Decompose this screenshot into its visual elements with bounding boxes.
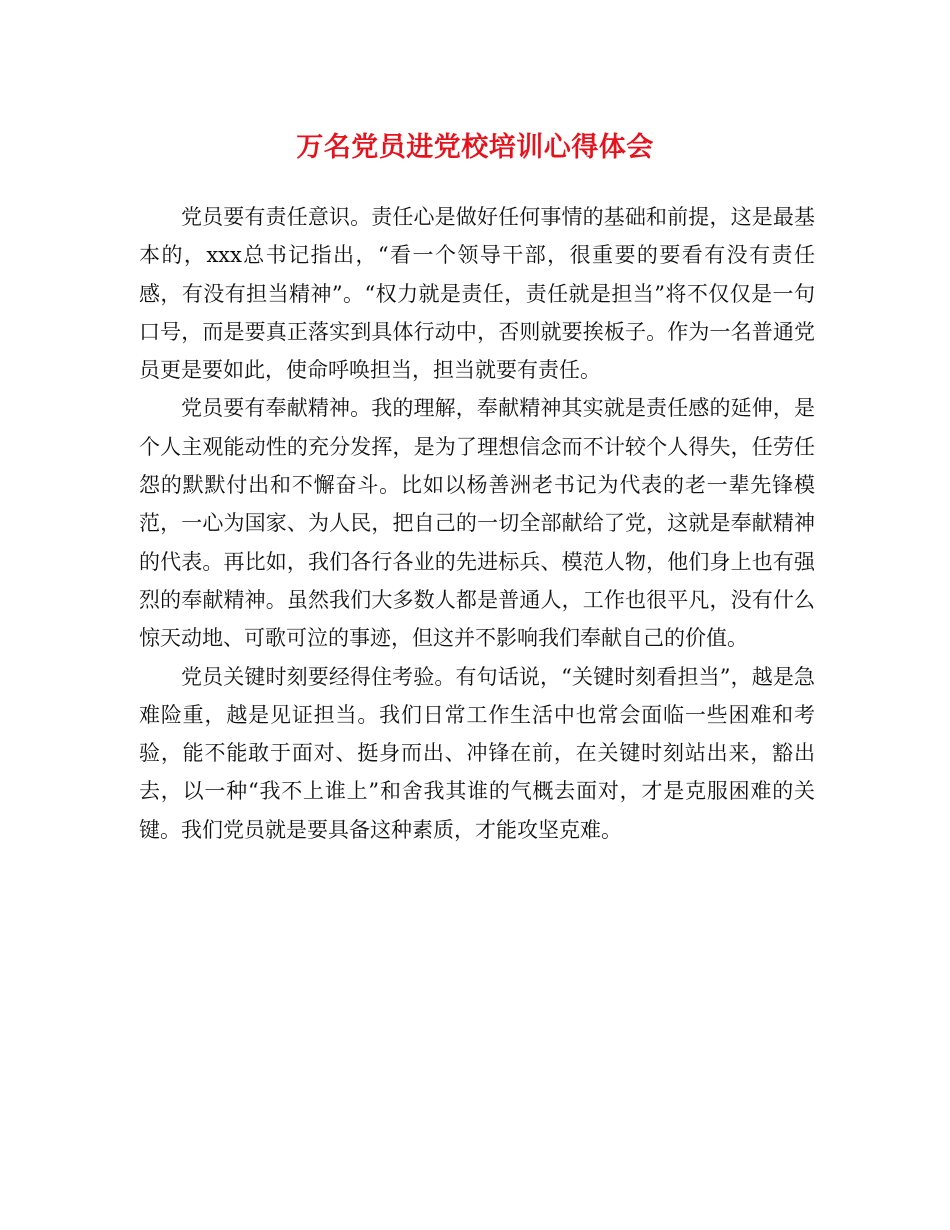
paragraph-critical-moments: 党员关键时刻要经得住考验。有句话说，“关键时刻看担当”，越是急难险重，越是见证担当。我们日常工作生活中也常会面临一些困难和考验，能不能敢于面对、挺身而出、冲锋在前，在关键时刻站出来，豁出去，以一种“我不上谁上”和舍我其谁的气概去面对，才是克服困难的关键。我们党员就是要具备这种素质，才能攻坚克难。: [139, 664, 815, 842]
paragraph-responsibility: 党员要有责任意识。责任心是做好任何事情的基础和前提，这是最基本的，xxx总书记指出，“看一个领导干部，很重要的要看有没有责任感，有没有担当精神”。“权力就是责任，责任就是担当”将不仅仅是一句口号，而是要真正落实到具体行动中，否则就要挨板子。作为一名普通党员更是要如此，使命呼唤担当，担当就要有责任。: [139, 205, 815, 383]
paragraph-dedication: 党员要有奉献精神。我的理解，奉献精神其实就是责任感的延伸，是个人主观能动性的充分发挥，是为了理想信念而不计较个人得失，任劳任怨的默默付出和不懈奋斗。比如以杨善洲老书记为代表的老一辈先锋模范，一心为国家、为人民，把自己的一切全部献给了党，这就是奉献精神的代表。再比如，我们各行各业的先进标兵、模范人物，他们身上也有强烈的奉献精神。虽然我们大多数人都是普通人，工作也很平凡，没有什么惊天动地、可歌可泣的事迹，但这并不影响我们奉献自己的价值。: [139, 396, 815, 651]
document-title: 万名党员进党校培训心得体会: [296, 132, 654, 163]
document-body: [139, 198, 815, 849]
